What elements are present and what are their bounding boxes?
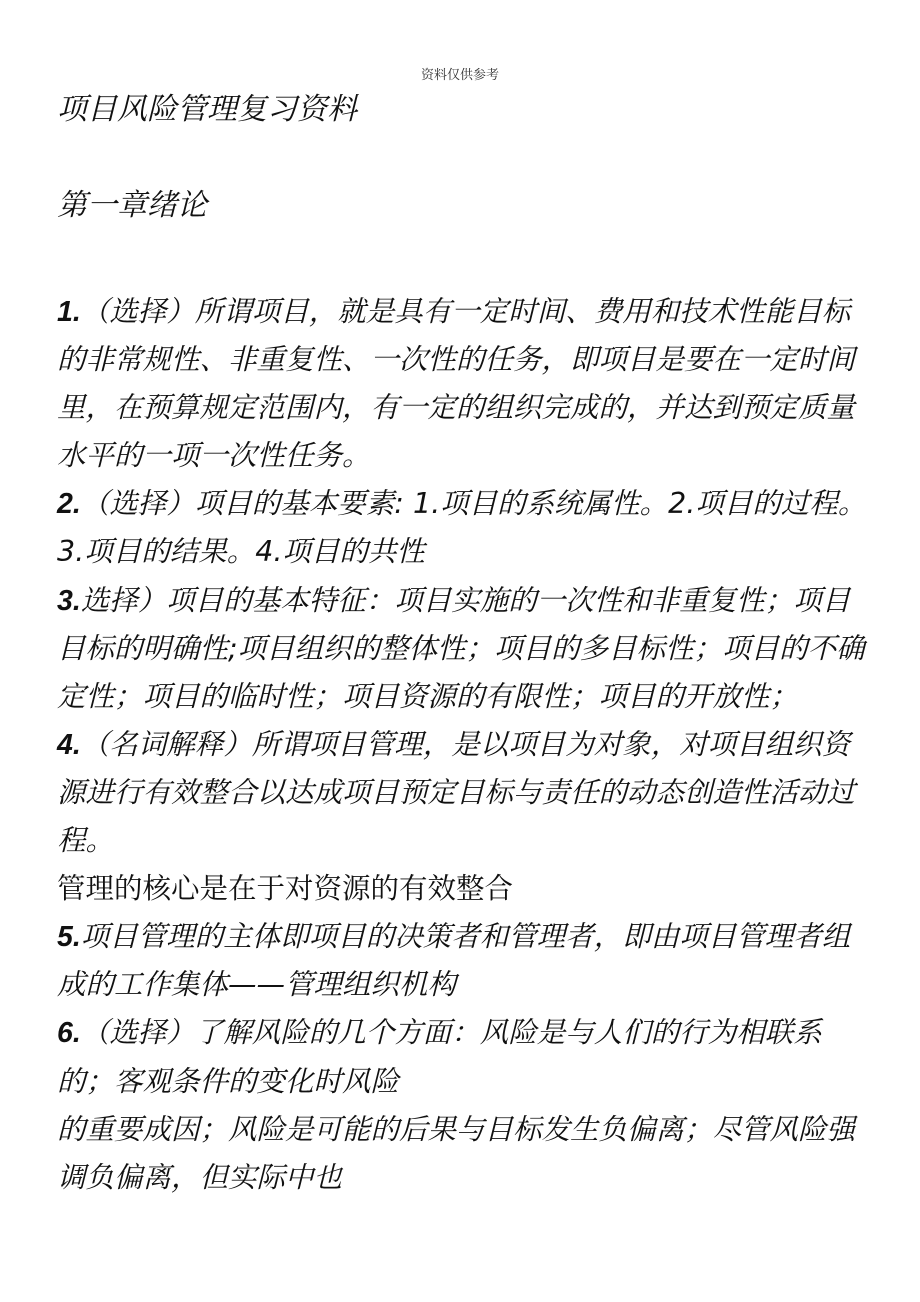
paragraph-1 — [57, 288, 877, 480]
paragraph-3 — [57, 577, 877, 721]
page-header: 资料仅供参考 — [420, 68, 499, 83]
chapter-heading: 第一章绪论 — [57, 188, 207, 223]
paragraph-text: （名词解释）所谓项目管理，是以项目为对象，对项目组织资源进行有效整合以达成项目预定目标与责任的动态创造性活动过程。 — [57, 727, 856, 858]
paragraph-text: 项目管理的主体即项目的决策者和管理者，即由项目管理者组成的工作集体——管理组织机构 — [57, 920, 851, 1002]
paragraph-6 — [57, 1009, 877, 1105]
paragraph-number: 3. — [57, 584, 81, 617]
paragraph-text: （选择）所谓项目，就是具有一定时间、费用和技术性能目标的非常规性、非重复性、一次性的任务，即项目是要在一定时间里，在预算规定范围内，有一定的组织完成的，并达到预定质量水平的一项一次性任务。 — [57, 295, 856, 473]
paragraph-number: 5. — [57, 921, 81, 954]
paragraph-number: 6. — [57, 1017, 81, 1050]
paragraph-number: 2. — [57, 488, 81, 521]
paragraph-5 — [57, 913, 877, 1009]
paragraph-4 — [57, 721, 877, 865]
paragraph-text: （选择）了解风险的几个方面：风险是与人们的行为相联系的；客观条件的变化时风险 — [57, 1016, 822, 1098]
paragraph-6-continued — [57, 1106, 877, 1202]
paragraph-number: 4. — [57, 728, 81, 761]
paragraph-text: 管理的核心是在于对资源的有效整合 — [57, 872, 514, 906]
paragraph-2 — [57, 480, 877, 576]
paragraph-text: （选择）项目的基本要素: 1.项目的系统属性。2.项目的过程。3.项目的结果。4.项目的共性 — [57, 487, 867, 569]
paragraph-number: 1. — [57, 296, 81, 328]
document-title: 项目风险管理复习资料 — [57, 92, 357, 127]
paragraph-text: 的重要成因；风险是可能的后果与目标发生负偏离；尽管风险强调负偏离，但实际中也 — [57, 1112, 856, 1194]
paragraph-text: 选择）项目的基本特征：项目实施的一次性和非重复性；项目目标的明确性;项目组织的整体性；项目的多目标性；项目的不确定性；项目的临时性；项目资源的有限性；项目的开放性； — [57, 583, 865, 713]
document-content — [57, 86, 877, 1202]
paragraph-core-note — [57, 865, 877, 913]
document-body — [57, 288, 877, 1202]
